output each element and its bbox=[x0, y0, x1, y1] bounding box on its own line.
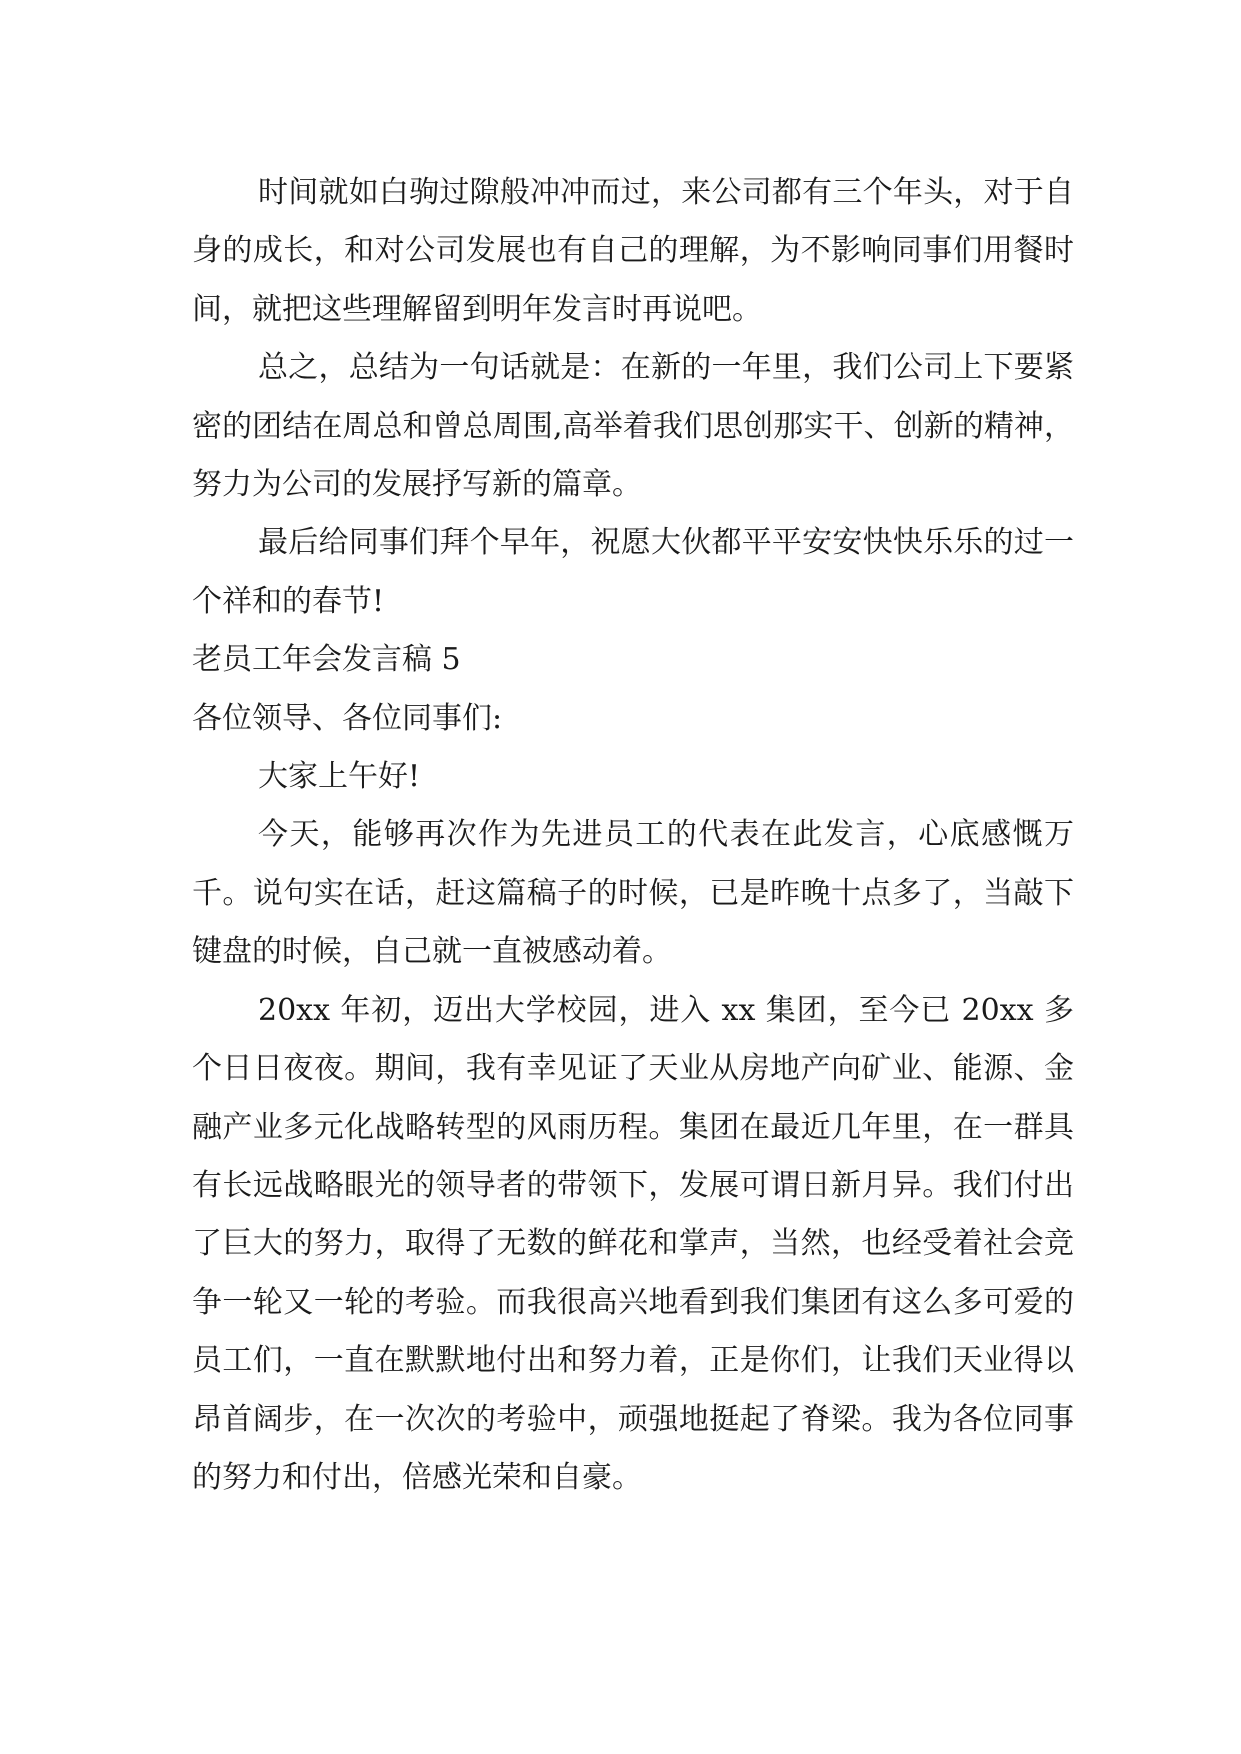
paragraph-career: 20xx 年初，迈出大学校园，进入 xx 集团，至今已 20xx 多个日日夜夜。期间，我有幸见证了天业从房地产向矿业、能源、金融产业多元化战略转型的风雨历程。集团在最近几年里，在一群具有长远战略眼光的领导者的带领下，发展可谓日新月异。我们付出了巨大的努力，取得了无数的鲜花和掌声，当然，也经受着社会竞争一轮又一轮的考验。而我很高兴地看到我们集团有这么多可爱的员工们，一直在默默地付出和努力着，正是你们，让我们天业得以昂首阔步，在一次次的考验中，顽强地挺起了脊梁。我为各位同事的努力和付出，倍感光荣和自豪。 bbox=[192, 992, 1074, 1495]
paragraph-time-flies: 时间就如白驹过隙般冲冲而过，来公司都有三个年头，对于自身的成长，和对公司发展也有自己的理解，为不影响同事们用餐时间，就把这些理解留到明年发言时再说吧。 bbox=[192, 175, 1074, 327]
section-heading: 老员工年会发言稿 5 bbox=[192, 642, 461, 678]
paragraph-today: 今天，能够再次作为先进员工的代表在此发言，心底感慨万千。说句实在话，赶这篇稿子的时候，已是昨晚十点多了，当敲下键盘的时候，自己就一直被感动着。 bbox=[192, 817, 1074, 970]
document-page bbox=[192, 164, 1074, 1507]
paragraph-new-year-wishes: 最后给同事们拜个早年，祝愿大伙都平平安安快快乐乐的过一个祥和的春节! bbox=[192, 525, 1074, 619]
salutation: 各位领导、各位同事们: bbox=[192, 700, 503, 736]
paragraph-summary: 总之，总结为一句话就是：在新的一年里，我们公司上下要紧密的团结在周总和曾总周围,高举着我们思创那实干、创新的精神，努力为公司的发展抒写新的篇章。 bbox=[192, 350, 1074, 503]
greeting: 大家上午好! bbox=[258, 759, 421, 795]
